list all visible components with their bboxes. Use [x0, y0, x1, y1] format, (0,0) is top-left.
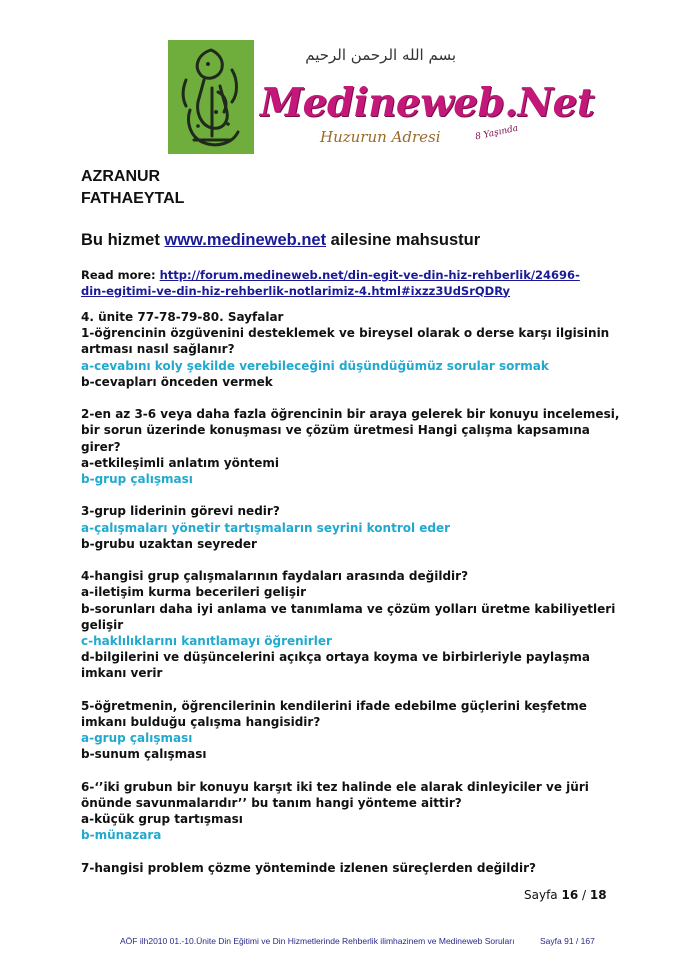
- answer-option-correct: a-cevabını koly şekilde verebileceğini düşündüğümüz sorular sormak: [81, 358, 549, 373]
- answer-option: d-bilgilerini ve düşüncelerini açıkça ortaya koyma ve birbirleriyle paylaşma: [81, 650, 591, 665]
- answer-option-correct: a-grup çalışması: [81, 731, 193, 746]
- brand-tagline: Huzurun Adresi: [320, 128, 441, 146]
- age-badge: 8 Yaşında: [474, 123, 520, 143]
- answer-option: a-iletişim kurma becerileri gelişir: [81, 585, 307, 600]
- question-text: girer?: [81, 439, 121, 454]
- question-text: 7-hangisi problem çözme yönteminde izlenen süreçlerden değildir?: [81, 860, 536, 875]
- question-text: 3-grup liderinin görevi nedir?: [81, 504, 280, 519]
- footer-page-number: Sayfa 91 / 167: [540, 936, 595, 946]
- page-current: 16: [561, 888, 579, 902]
- answer-option-correct: a-çalışmaları yönetir tartışmaların seyrini kontrol eder: [81, 520, 451, 535]
- answer-option: b-grubu uzaktan seyreder: [81, 536, 257, 551]
- service-prefix: Bu hizmet: [81, 231, 165, 249]
- question-text: 5-öğretmenin, öğrencilerinin kendilerini ifade edebilme güçlerini keşfetme: [81, 698, 587, 713]
- question-text: bir sorun üzerinde konuşması ve çözüm üretmesi Hangi çalışma kapsamına: [81, 423, 590, 438]
- answer-option: b-cevapları önceden vermek: [81, 374, 273, 389]
- answer-option-correct: c-haklılıklarını kanıtlamayı öğrenirler: [81, 634, 332, 649]
- author-line-1: AZRANUR: [81, 168, 161, 185]
- page-total: 18: [589, 888, 607, 902]
- answer-option: a-küçük grup tartışması: [81, 812, 243, 827]
- calligraphy-icon: [168, 40, 254, 154]
- answer-option: imkanı verir: [81, 666, 163, 681]
- read-more-label: Read more:: [81, 268, 160, 282]
- answer-option: b-sorunları daha iyi anlama ve tanımlama ve çözüm yolları üretme kabiliyetleri: [81, 601, 616, 616]
- question-text: artması nasıl sağlanır?: [81, 342, 235, 357]
- medineweb-logo: [168, 40, 595, 154]
- question-text: 2-en az 3-6 veya daha fazla öğrencinin bir araya gelerek bir konuyu incelemesi,: [81, 407, 620, 422]
- page-number: [524, 888, 607, 902]
- question-text: 6-‘’iki grubun bir konuyu karşıt iki tez halinde ele alarak dinleyiciler ve jüri: [81, 779, 589, 794]
- author-line-2: FATHAEYTAL: [81, 190, 185, 207]
- question-text: 1-öğrencinin özgüvenini desteklemek ve bireysel olarak o derse karşı ilgisinin: [81, 326, 610, 341]
- answer-option: a-etkileşimli anlatım yöntemi: [81, 455, 279, 470]
- question-text: 4-hangisi grup çalışmalarının faydaları arasında değildir?: [81, 569, 469, 584]
- page-label: Sayfa: [524, 888, 562, 902]
- page-separator: /: [578, 888, 590, 902]
- basmala-calligraphy: بسم الله الرحمن الرحيم: [305, 46, 456, 64]
- footer-text: AÖF ilh2010 01.-10.Ünite Din Eğitimi ve Din Hizmetlerinde Rehberlik ilimhazinem ve Medineweb Soruları: [120, 936, 515, 946]
- read-more-link-cont[interactable]: din-egitimi-ve-din-hiz-rehberlik-notlarimiz-4.html#ixzz3UdSrQDRy: [81, 283, 511, 298]
- calligraphy-emblem: [168, 40, 254, 154]
- service-link[interactable]: www.medineweb.net: [164, 231, 327, 249]
- section-intro: 4. ünite 77-78-79-80. Sayfalar: [81, 310, 284, 324]
- read-more-link[interactable]: http://forum.medineweb.net/din-egit-ve-din-hiz-rehberlik/24696-: [159, 268, 580, 282]
- question-text: imkanı bulduğu çalışma hangisidir?: [81, 715, 321, 730]
- author-block: [81, 166, 184, 210]
- answer-option-correct: b-grup çalışması: [81, 472, 193, 487]
- service-notice: [81, 231, 480, 250]
- brand-name: Medineweb.Net: [260, 80, 595, 126]
- answer-option: b-sunum çalışması: [81, 747, 207, 762]
- answer-option: gelişir: [81, 617, 124, 632]
- read-more: [81, 268, 621, 299]
- question-text: önünde savunmalarıdır’’ bu tanım hangi yönteme aittir?: [81, 796, 462, 811]
- brand-block: [260, 40, 595, 154]
- service-suffix: ailesine mahsustur: [326, 231, 481, 249]
- answer-option-correct: b-münazara: [81, 828, 162, 843]
- question-list: [81, 309, 621, 876]
